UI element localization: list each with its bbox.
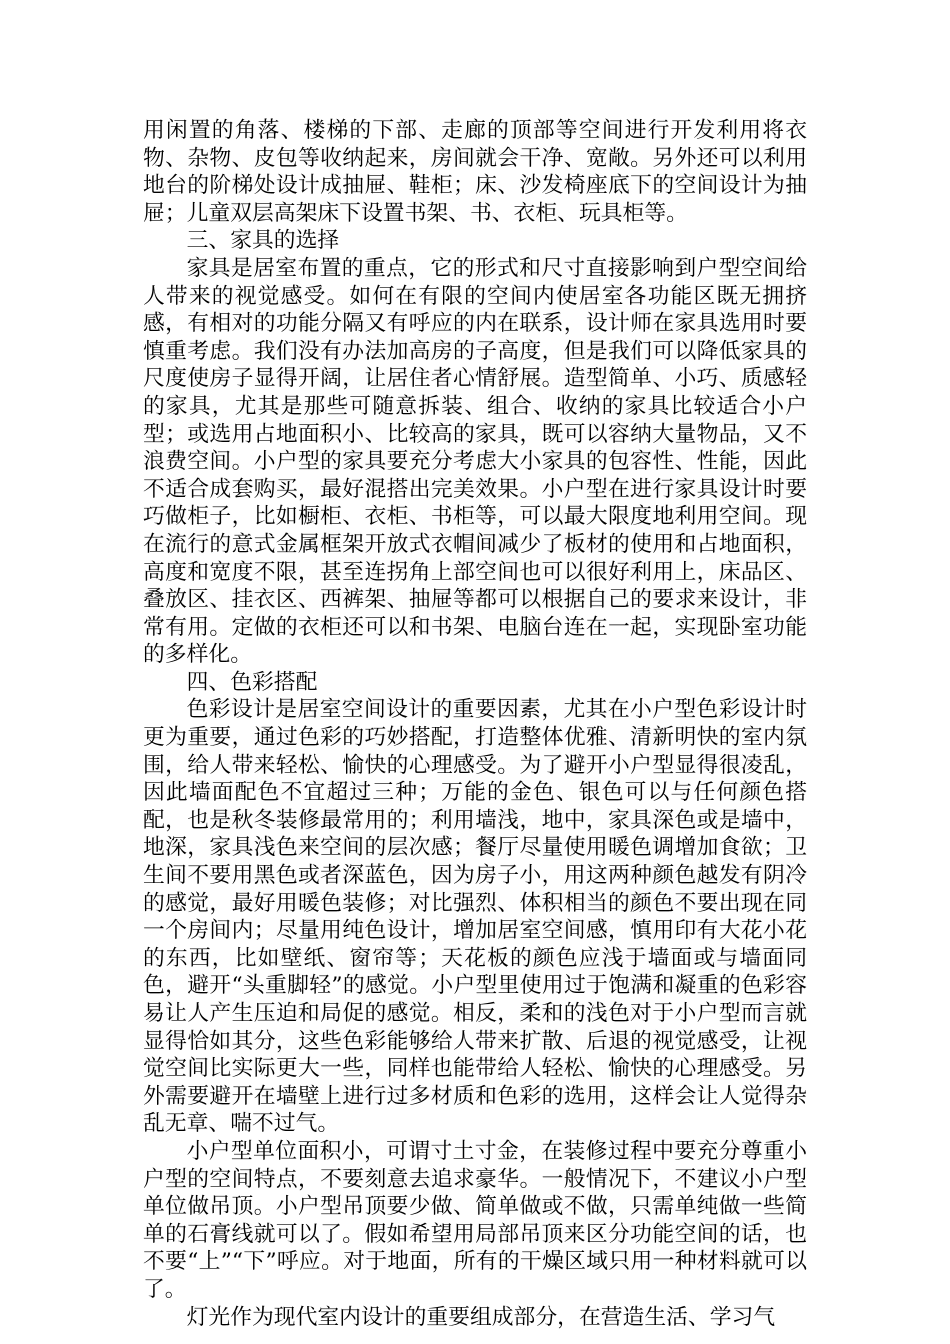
paragraph-ceiling-floor: 小户型单位面积小，可谓寸土寸金，在装修过程中要充分尊重小户型的空间特点，不要刻意去追求豪华。一般情况下，不建议小户型单位做吊顶。小户型吊顶要少做、简单做或不做，只需单纯做一些简单的石膏线就可以了。假如希望用局部吊顶来区分功能空间的话，也不要“上”“下”呼应。对于地面，所有的干燥区域只用一种材料就可以了。 bbox=[143, 1138, 807, 1302]
paragraph-color: 色彩设计是居室空间设计的重要因素，尤其在小户型色彩设计时更为重要，通过色彩的巧妙搭配，打造整体优雅、清新明快的室内氛围，给人带来轻松、愉快的心理感受。为了避开小户型显得很凌乱，因此墙面配色不宜超过三种；万能的金色、银色可以与任何颜色搭配，也是秋冬装修最常用的；利用墙浅，地中，家具深色或是墙中，地深，家具浅色来空间的层次感；餐厅尽量使用暖色调增加食欲；卫生间不要用黑色或者深蓝色，因为房子小，用这两种颜色越发有阴冷的感觉，最好用暖色装修；对比强烈、体积相当的颜色不要出现在同一个房间内；尽量用纯色设计，增加居室空间感，慎用印有大花小花的东西，比如壁纸、窗帘等；天花板的颜色应浅于墙面或与墙面同色，避开“头重脚轻”的感觉。小户型里使用过于饱满和凝重的色彩容易让人产生压迫和局促的感觉。相反，柔和的浅色对于小户型而言就显得恰如其分，这些色彩能够给人带来扩散、后退的视觉感受，让视觉空间比实际更大一些，同样也能带给人轻松、愉快的心理感受。另外需要避开在墙壁上进行过多材质和色彩的选用，这样会让人觉得杂乱无章、喘不过气。 bbox=[143, 697, 807, 1137]
paragraph-storage-continued: 用闲置的角落、楼梯的下部、走廊的顶部等空间进行开发利用将衣物、杂物、皮包等收纳起来，房间就会干净、宽敞。另外还可以利用地台的阶梯处设计成抽屉、鞋柜；床、沙发椅座底下的空间设计为抽屉；儿童双层高架床下设置书架、书、衣柜、玩具柜等。 bbox=[143, 118, 807, 226]
document-page bbox=[143, 117, 807, 1331]
section-heading-furniture: 三、家具的选择 bbox=[186, 228, 340, 254]
paragraph-lighting: 灯光作为现代室内设计的重要组成部分，在营造生活、学习气 bbox=[186, 1304, 776, 1330]
paragraph-furniture: 家具是居室布置的重点，它的形式和尺寸直接影响到户型空间给人带来的视觉感受。如何在有限的空间内使居室各功能区既无拥挤感，有相对的功能分隔又有呼应的内在联系，设计师在家具选用时要慎重考虑。我们没有办法加高房的子高度，但是我们可以降低家具的尺度使房子显得开阔，让居住者心情舒展。造型简单、小巧、质感轻的家具，尤其是那些可随意拆装、组合、收纳的家具比较适合小户型；或选用占地面积小、比较高的家具，既可以容纳大量物品，又不浪费空间。小户型的家具要充分考虑大小家具的包容性、性能，因此不适合成套购买，最好混搭出完美效果。小户型在进行家具设计时要巧做柜子，比如橱柜、衣柜、书柜等，可以最大限度地利用空间。现在流行的意式金属框架开放式衣帽间减少了板材的使用和占地面积，高度和宽度不限，甚至连拐角上部空间也可以很好利用上，床品区、叠放区、挂衣区、西裤架、抽屉等都可以根据自己的要求来设计，非常有用。定做的衣柜还可以和书架、电脑台连在一起，实现卧室功能的多样化。 bbox=[143, 255, 807, 668]
section-heading-color: 四、色彩搭配 bbox=[186, 669, 318, 695]
